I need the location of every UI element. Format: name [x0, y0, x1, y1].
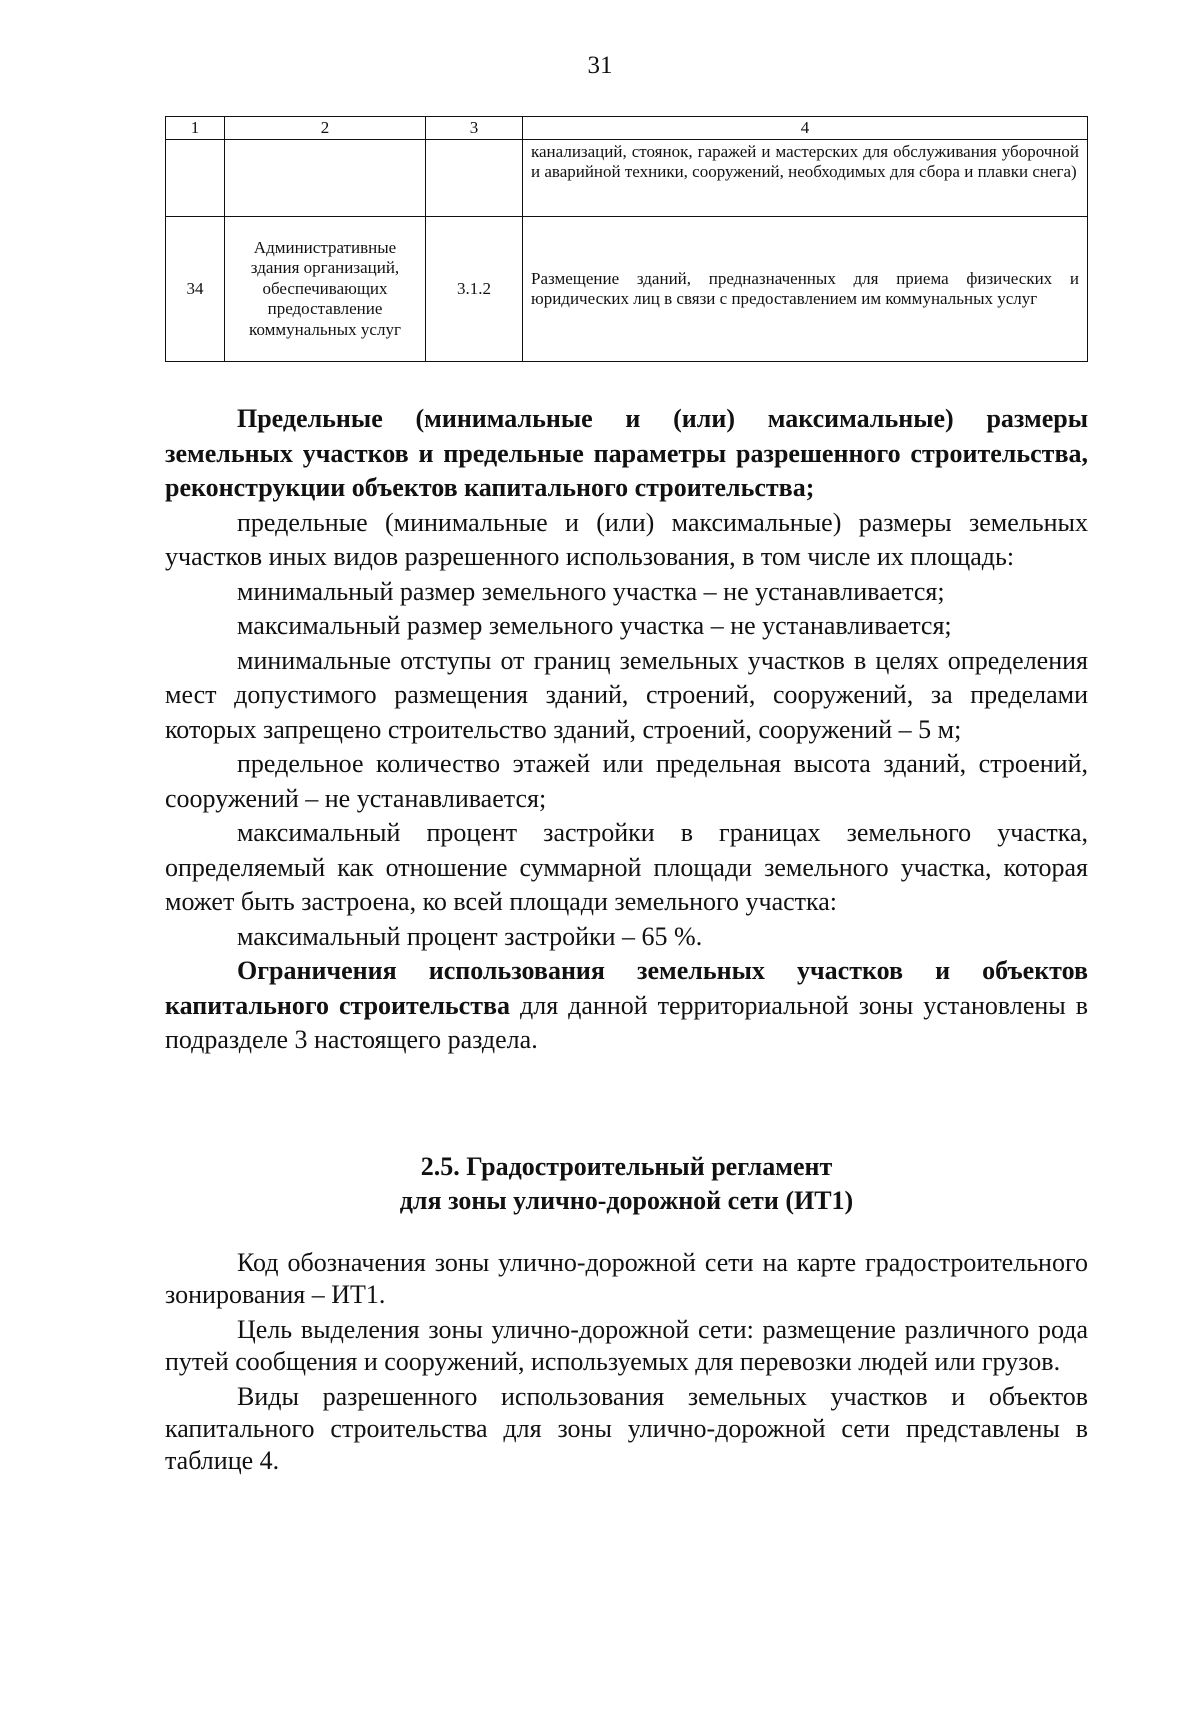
section-title	[165, 1150, 1088, 1218]
section-title-line1: 2.5. Градостроительный регламент	[420, 1152, 833, 1181]
row-name	[225, 140, 426, 217]
table-row	[166, 217, 1088, 362]
max-size-text: максимальный размер земельного участка – не устанавливается;	[237, 611, 952, 640]
row-name: Административные здания организаций, обеспечивающих предоставление коммунальных услуг	[225, 217, 426, 362]
table-row	[166, 140, 1088, 217]
parameters-section	[165, 402, 1088, 1058]
column-header: 1	[166, 117, 225, 140]
parameters-intro: предельные (минимальные и (или) максимальные) размеры земельных участков иных видов разрешенного использования, в том числе их площадь:	[165, 507, 1088, 571]
zone-types-text: Виды разрешенного использования земельных участков и объектов капитального строительства для зоны улично-дорожной сети представлены в таблице 4.	[165, 1382, 1088, 1475]
zone-description	[165, 1247, 1088, 1480]
restrictions-bold-text: Ограничения использования земельных участков и объектов капитального строительства	[165, 956, 1088, 1020]
page-number: 31	[587, 52, 613, 79]
min-size-text: минимальный размер земельного участка – не устанавливается;	[237, 576, 945, 606]
coverage-value-text: максимальный процент застройки – 65 %.	[237, 921, 703, 951]
parameters-heading: Предельные (минимальные и (или) максимальные) размеры земельных участков и предельные параметры разрешенного строительства, реконструкции объектов капитального строительства;	[165, 404, 1088, 502]
column-header: 4	[523, 117, 1088, 140]
row-description: канализаций, стоянок, гаражей и мастерских для обслуживания уборочной и аварийной техники, сооружений, необходимых для сбора и плавки снега)	[523, 140, 1088, 217]
row-number	[166, 140, 225, 217]
row-code: 3.1.2	[426, 217, 523, 362]
zone-code-text: Код обозначения зоны улично-дорожной сети на карте градостроительного зонирования – ИТ1.	[165, 1248, 1088, 1309]
restrictions-paragraph	[165, 954, 1088, 1058]
column-header: 2	[225, 117, 426, 140]
floors-text: предельное количество этажей или предельная высота зданий, строений, сооружений – не устанавливается;	[165, 749, 1088, 813]
row-code	[426, 140, 523, 217]
row-number: 34	[166, 217, 225, 362]
section-title-line2: для зоны улично-дорожной сети (ИТ1)	[399, 1186, 854, 1215]
land-use-table	[165, 116, 1088, 362]
row-description: Размещение зданий, предназначенных для приема физических и юридических лиц в связи с предоставлением им коммунальных услуг	[523, 217, 1088, 362]
restrictions-text: для данной территориальной зоны установлены в подразделе 3 настоящего раздела.	[165, 990, 1088, 1054]
column-header: 3	[426, 117, 523, 140]
table-header-row	[166, 117, 1088, 140]
zone-goal-text: Цель выделения зоны улично-дорожной сети: размещение различного рода путей сообщения и сооружений, используемых для перевозки людей или грузов.	[165, 1315, 1088, 1376]
coverage-definition-text: максимальный процент застройки в границах земельного участка, определяемый как отношение суммарной площади земельного участка, которая может быть застроена, ко всей площади земельного участка:	[165, 818, 1088, 916]
setbacks-text: минимальные отступы от границ земельных участков в целях определения мест допустимого размещения зданий, строений, сооружений, за пределами которых запрещено строительство зданий, строений, сооружений – 5 м;	[165, 645, 1088, 744]
